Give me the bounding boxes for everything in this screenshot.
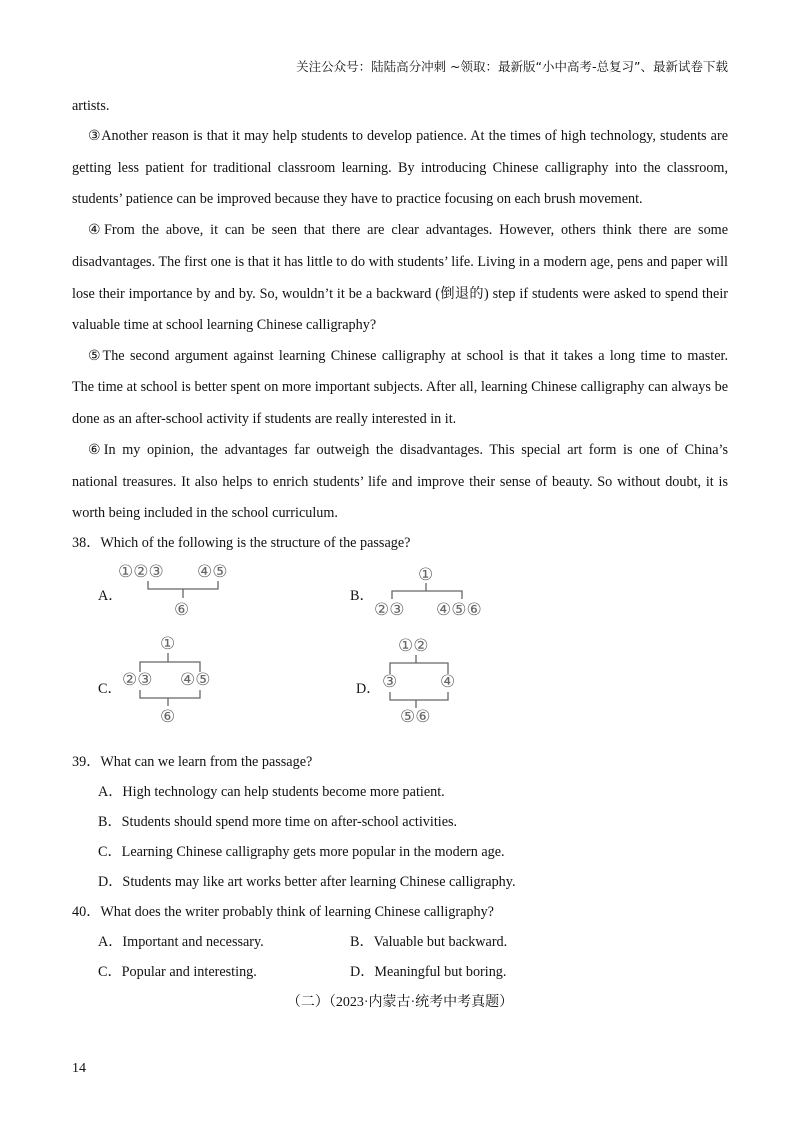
passage-line: done as an after-school activity if students are really interested in it. <box>72 411 457 427</box>
diagram-node: ④⑤ <box>180 670 211 690</box>
q40-option-d[interactable]: D．Meaningful but boring. <box>350 964 507 980</box>
diagram-connector <box>390 692 448 700</box>
passage-line: lose their importance by and by. So, wouldn’t it be a backward (倒退的) step if students were asked to spend their <box>72 286 728 302</box>
passage-line: valuable time at school learning Chinese calligraphy? <box>72 317 377 333</box>
q39-option-c[interactable]: C．Learning Chinese calligraphy gets more popular in the modern age. <box>98 844 505 860</box>
q38-option-c-diagram[interactable] <box>120 632 230 728</box>
q39-option-a[interactable]: A．High technology can help students become more patient. <box>98 784 445 800</box>
diagram-node: ④⑤⑥ <box>436 600 482 620</box>
passage-line: artists. <box>72 98 110 114</box>
diagram-node: ① <box>160 634 176 654</box>
passage-line: ③Another reason is that it may help students to develop patience. At the times of high technology, students are <box>88 128 728 144</box>
passage-line: The time at school is better spent on more important subjects. After all, learning Chinese calligraphy can always be <box>72 379 728 395</box>
diagram-node: ①②③ <box>118 562 164 582</box>
diagram-node: ⑥ <box>160 707 176 727</box>
diagram-node: ① <box>418 565 434 585</box>
question-38: 38．Which of the following is the structure of the passage? <box>72 535 411 551</box>
question-39: 39．What can we learn from the passage? <box>72 754 313 770</box>
diagram-connector <box>392 591 462 599</box>
section-title: （二）（2023·内蒙古·统考中考真题） <box>286 995 514 1010</box>
q40-option-b[interactable]: B．Valuable but backward. <box>350 934 508 950</box>
page-number: 14 <box>72 1061 86 1076</box>
q39-option-d[interactable]: D．Students may like art works better after learning Chinese calligraphy. <box>98 874 516 890</box>
passage-line: students’ patience can be improved because they have to practice focusing on each brush movement. <box>72 191 643 207</box>
q39-option-b[interactable]: B．Students should spend more time on after-school activities. <box>98 814 458 830</box>
diagram-connector <box>148 581 218 589</box>
passage-line: ④From the above, it can be seen that there are clear advantages. However, others think there are some <box>88 222 728 238</box>
q38-option-a-label[interactable]: A． <box>98 588 123 604</box>
diagram-node: ④ <box>440 672 456 692</box>
q38-option-a-diagram[interactable] <box>118 560 248 622</box>
q38-option-d-label[interactable]: D． <box>356 681 381 697</box>
diagram-node: ⑤⑥ <box>400 707 431 727</box>
passage-line: national treasures. It also helps to enrich students’ life and improve their sense of beauty. So without doubt, it is <box>72 474 728 490</box>
diagram-node: ⑥ <box>174 600 190 620</box>
q38-option-c-label[interactable]: C． <box>98 681 122 697</box>
diagram-node: ④⑤ <box>197 562 228 582</box>
q38-option-b-label[interactable]: B． <box>350 588 374 604</box>
q38-option-d-diagram[interactable] <box>380 634 470 726</box>
diagram-node: ②③ <box>374 600 405 620</box>
diagram-node: ③ <box>382 672 398 692</box>
q40-option-c[interactable]: C．Popular and interesting. <box>98 964 257 980</box>
passage-line: worth being included in the school curriculum. <box>72 505 338 521</box>
diagram-connector <box>140 690 200 698</box>
diagram-node: ①② <box>398 636 429 656</box>
passage-line: disadvantages. The first one is that it has little to do with students’ life. Living in a modern age, pens and paper will <box>72 254 728 270</box>
passage-line: ⑥In my opinion, the advantages far outweigh the disadvantages. This special art form is one of China’s <box>88 442 728 458</box>
diagram-node: ②③ <box>122 670 153 690</box>
passage-line: getting less patient for traditional classroom learning. By introducing Chinese calligraphy into the classroom, <box>72 160 728 176</box>
page-header: 关注公众号：陆陆高分冲刺 ~领取：最新版“小中高考-总复习”、最新试卷下载 <box>296 59 728 74</box>
passage-line: ⑤The second argument against learning Chinese calligraphy at school is that it takes a long time to master. <box>88 348 728 364</box>
q40-option-a[interactable]: A．Important and necessary. <box>98 934 264 950</box>
q38-option-b-diagram[interactable] <box>372 563 502 621</box>
question-40: 40．What does the writer probably think of learning Chinese calligraphy? <box>72 904 494 920</box>
